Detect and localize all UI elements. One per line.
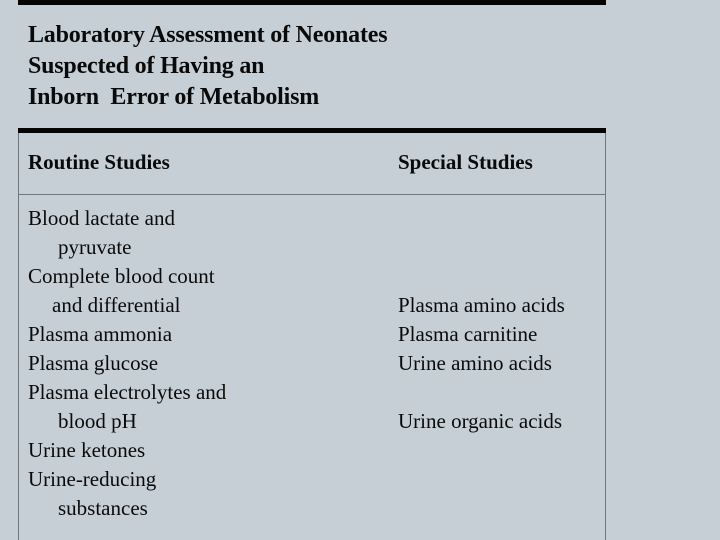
routine-item: Blood lactate and <box>28 206 175 230</box>
special-item: Urine organic acids <box>398 409 563 433</box>
special-spacer <box>398 262 565 291</box>
special-studies-list <box>398 204 565 436</box>
routine-studies-header: Routine Studies <box>28 150 170 174</box>
routine-item: Urine ketones <box>28 438 146 462</box>
routine-item: blood pH <box>58 409 137 433</box>
routine-item: and differential <box>52 293 181 317</box>
routine-item: Plasma ammonia <box>28 322 173 346</box>
routine-item: Urine-reducing <box>28 467 157 491</box>
table-header-separator <box>18 194 606 195</box>
special-spacer <box>398 378 565 407</box>
title-line-3: Inborn Error of Metabolism <box>28 84 320 110</box>
title-line-2: Suspected of Having an <box>28 53 265 79</box>
special-item: Plasma amino acids <box>398 293 565 317</box>
title-line-1: Laboratory Assessment of Neonates <box>28 22 388 48</box>
special-studies-header: Special Studies <box>398 150 533 174</box>
routine-item: Complete blood count <box>28 264 215 288</box>
routine-item: pyruvate <box>58 235 132 259</box>
table-top-rule <box>18 128 606 133</box>
special-item: Urine amino acids <box>398 351 552 375</box>
routine-item: substances <box>58 496 148 520</box>
routine-studies-list <box>28 204 226 523</box>
special-spacer <box>398 233 565 262</box>
routine-item: Plasma electrolytes and <box>28 380 227 404</box>
top-rule <box>18 0 606 5</box>
routine-item: Plasma glucose <box>28 351 159 375</box>
slide-title <box>28 20 387 113</box>
special-item: Plasma carnitine <box>398 322 538 346</box>
special-spacer <box>398 204 565 233</box>
